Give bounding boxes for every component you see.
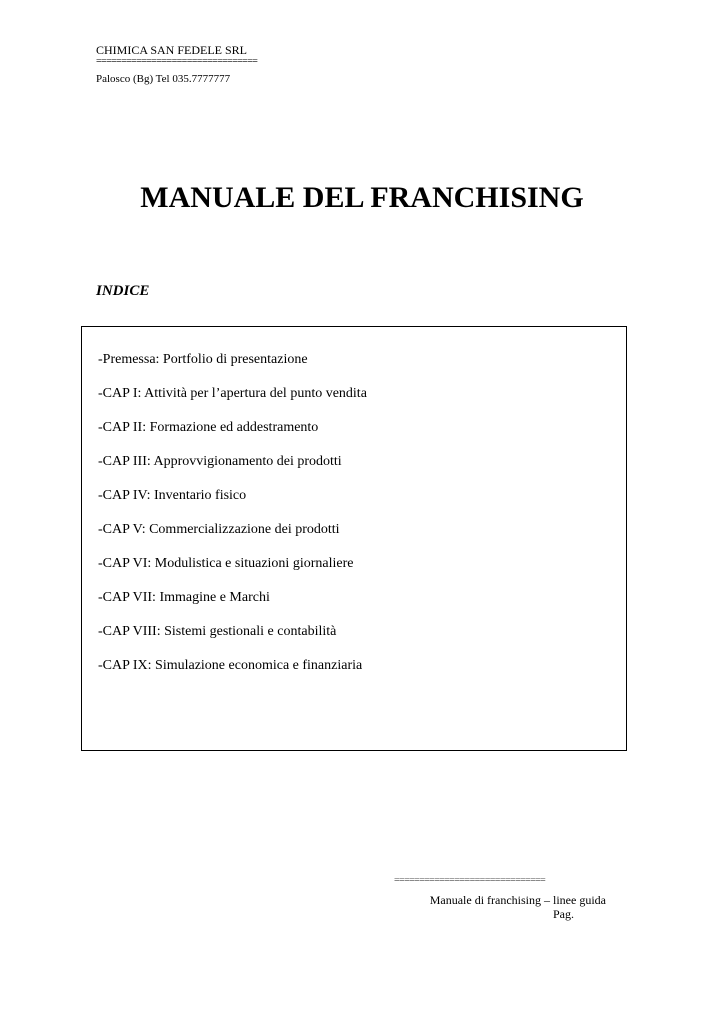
index-item-cap-5: -CAP V: Commercializzazione dei prodotti — [98, 522, 340, 537]
footer-rule: ============================== — [394, 875, 546, 886]
header-rule: ================================ — [96, 56, 258, 67]
index-item-premessa: -Premessa: Portfolio di presentazione — [98, 352, 308, 367]
index-item-cap-3: -CAP III: Approvvigionamento dei prodotti — [98, 454, 342, 469]
document-title: MANUALE DEL FRANCHISING — [140, 181, 584, 214]
company-name: CHIMICA SAN FEDELE SRL — [96, 43, 248, 57]
index-item-cap-2: -CAP II: Formazione ed addestramento — [98, 420, 319, 435]
index-box — [81, 326, 627, 751]
index-item-cap-6: -CAP VI: Modulistica e situazioni giornaliere — [98, 556, 354, 571]
index-item-cap-4: -CAP IV: Inventario fisico — [98, 488, 247, 503]
footer-guide-label: Manuale di franchising – linee guida — [429, 893, 606, 907]
index-list — [98, 351, 367, 691]
index-item-cap-8: -CAP VIII: Sistemi gestionali e contabilità — [98, 624, 337, 639]
index-item-cap-9: -CAP IX: Simulazione economica e finanziaria — [98, 658, 363, 673]
page-footer — [394, 876, 606, 921]
footer-page-label: Pag. — [553, 907, 574, 921]
company-address: Palosco (Bg) Tel 035.7777777 — [96, 73, 231, 85]
index-item-cap-7: -CAP VII: Immagine e Marchi — [98, 590, 270, 605]
index-item-cap-1: -CAP I: Attività per l’apertura del punto vendita — [98, 386, 367, 401]
index-heading: INDICE — [96, 283, 150, 299]
